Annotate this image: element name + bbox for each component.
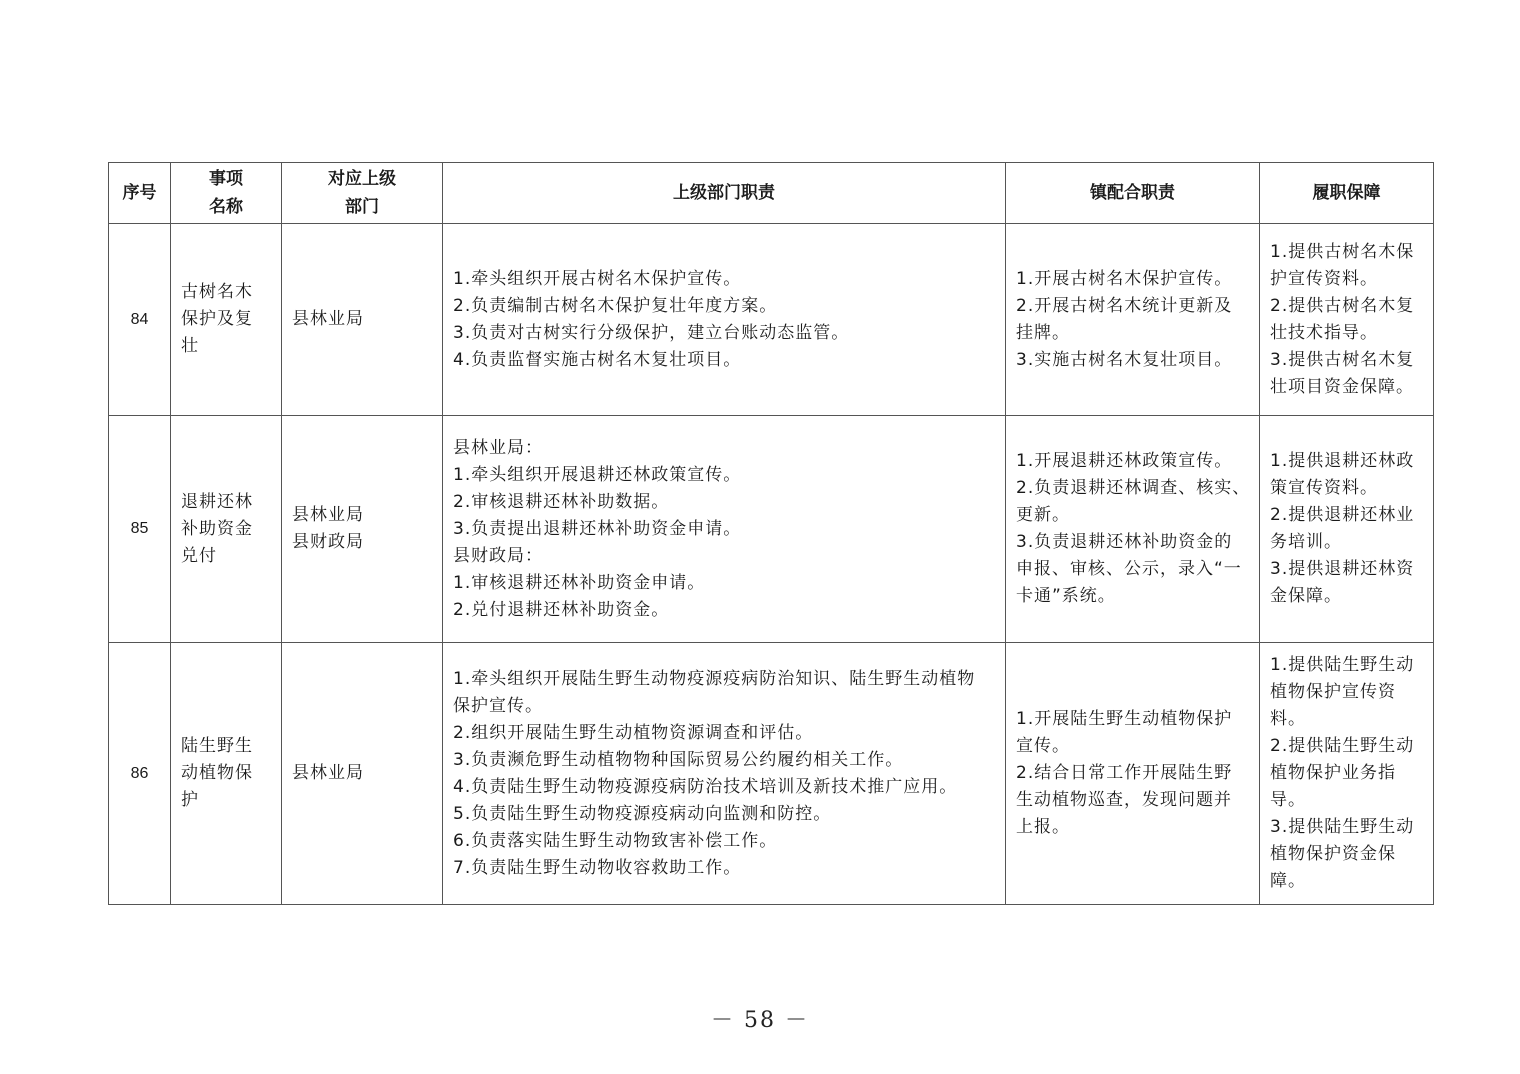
text-line: 5.负责陆生野生动物疫源疫病动向监测和防控。 — [453, 803, 832, 824]
text-line: 金保障。 — [1270, 586, 1342, 606]
text-line: 2.开展古树名木统计更新及 — [1016, 295, 1233, 316]
row-upper-duty — [443, 643, 1006, 905]
text-line: 护 — [181, 790, 199, 810]
text-line: 3.负责对古树实行分级保护，建立台账动态监管。 — [453, 322, 850, 343]
text-line: 动植物保 — [181, 763, 253, 783]
duty-table — [108, 162, 1434, 905]
text-line: 务培训。 — [1270, 532, 1342, 552]
text-line: 3.实施古树名木复壮项目。 — [1016, 349, 1233, 370]
text-line: 1.开展陆生野生动植物保护 — [1016, 709, 1233, 729]
text-line: 2.兑付退耕还林补助资金。 — [453, 599, 670, 620]
header-seq: 序号 — [109, 163, 171, 224]
text-line: 1.开展古树名木保护宣传。 — [1016, 268, 1233, 289]
text-line: 2.审核退耕还林补助数据。 — [453, 491, 670, 512]
text-line: 2.提供陆生野生动 — [1270, 736, 1415, 756]
text-line: 兑付 — [181, 545, 217, 566]
row-dept — [282, 224, 443, 416]
text-line: 3.负责退耕还林补助资金的 — [1016, 532, 1233, 552]
header-name — [171, 163, 282, 224]
header-name-line: 事项 — [209, 169, 243, 189]
row-seq: 86 — [109, 643, 171, 905]
text-line: 3.提供陆生野生动 — [1270, 817, 1415, 837]
text-line: 县林业局 — [292, 763, 364, 783]
text-line: 3.提供退耕还林资 — [1270, 559, 1415, 579]
row-item-name — [171, 224, 282, 416]
text-line: 2.组织开展陆生野生动植物资源调查和评估。 — [453, 722, 814, 743]
text-line: 7.负责陆生野生动物收容救助工作。 — [453, 857, 742, 878]
header-upper-duty: 上级部门职责 — [443, 163, 1006, 224]
text-line: 2.提供退耕还林业 — [1270, 505, 1415, 525]
row-guarantee — [1260, 643, 1434, 905]
table-row — [109, 643, 1434, 905]
text-line: 4.负责监督实施古树名木复壮项目。 — [453, 349, 742, 370]
row-item-name — [171, 643, 282, 905]
text-line: 策宣传资料。 — [1270, 478, 1378, 498]
header-dept-line: 对应上级 — [328, 169, 396, 189]
text-line: 1.提供陆生野生动 — [1270, 655, 1415, 675]
row-upper-duty — [443, 224, 1006, 416]
row-dept — [282, 416, 443, 643]
header-dept-line: 部门 — [345, 197, 379, 217]
text-line: 植物保护宣传资 — [1270, 682, 1396, 702]
text-line: 3.负责濒危野生动植物物种国际贸易公约履约相关工作。 — [453, 749, 904, 770]
text-line: 障。 — [1270, 871, 1306, 891]
text-line: 1.提供退耕还林政 — [1270, 451, 1415, 471]
text-line: 挂牌。 — [1016, 322, 1070, 343]
text-line: 3.提供古树名木复 — [1270, 349, 1415, 370]
text-line: 上报。 — [1016, 817, 1070, 837]
text-line: 申报、审核、公示，录入“一 — [1016, 559, 1242, 579]
header-row — [109, 163, 1434, 224]
text-line: 退耕还林 — [181, 491, 253, 512]
text-line: 古树名木 — [181, 282, 253, 302]
text-line: 县财政局 — [292, 532, 364, 552]
text-line: 1.提供古树名木保 — [1270, 241, 1415, 262]
text-line: 导。 — [1270, 790, 1306, 810]
text-line: 补助资金 — [181, 518, 253, 539]
text-line: 1.牵头组织开展退耕还林政策宣传。 — [453, 464, 742, 485]
row-dept — [282, 643, 443, 905]
text-line: 宣传。 — [1016, 736, 1070, 756]
text-line: 1.开展退耕还林政策宣传。 — [1016, 451, 1233, 471]
row-seq: 85 — [109, 416, 171, 643]
row-guarantee — [1260, 416, 1434, 643]
header-dept — [282, 163, 443, 224]
text-line: 县林业局 — [292, 309, 364, 329]
header-name-line: 名称 — [209, 197, 243, 217]
text-line: 2.提供古树名木复 — [1270, 295, 1415, 316]
text-line: 保护及复 — [181, 309, 253, 329]
text-line: 2.负责退耕还林调查、核实、 — [1016, 478, 1251, 498]
text-line: 壮项目资金保障。 — [1270, 376, 1414, 397]
text-line: 陆生野生 — [181, 736, 253, 756]
row-town-duty — [1006, 224, 1260, 416]
text-line: 植物保护资金保 — [1270, 844, 1396, 864]
page-number: － 58 － — [711, 1008, 809, 1033]
text-line: 生动植物巡查，发现问题并 — [1016, 790, 1232, 810]
header-town-duty: 镇配合职责 — [1006, 163, 1260, 224]
text-line: 4.负责陆生野生动物疫源疫病防治技术培训及新技术推广应用。 — [453, 776, 958, 797]
text-line: 县林业局： — [453, 437, 543, 458]
text-line: 护宣传资料。 — [1270, 268, 1378, 289]
text-line: 县林业局 — [292, 505, 364, 525]
text-line: 1.审核退耕还林补助资金申请。 — [453, 572, 706, 593]
text-line: 更新。 — [1016, 505, 1070, 525]
row-guarantee — [1260, 224, 1434, 416]
table-row — [109, 224, 1434, 416]
row-upper-duty — [443, 416, 1006, 643]
text-line: 保护宣传。 — [453, 695, 543, 716]
row-seq: 84 — [109, 224, 171, 416]
text-line: 壮 — [181, 336, 199, 356]
text-line: 6.负责落实陆生野生动物致害补偿工作。 — [453, 830, 778, 851]
text-line: 1.牵头组织开展陆生野生动物疫源疫病防治知识、陆生野生动植物 — [453, 668, 976, 689]
text-line: 植物保护业务指 — [1270, 763, 1396, 783]
text-line: 2.结合日常工作开展陆生野 — [1016, 763, 1233, 783]
table-row — [109, 416, 1434, 643]
row-item-name — [171, 416, 282, 643]
text-line: 3.负责提出退耕还林补助资金申请。 — [453, 518, 742, 539]
text-line: 县财政局： — [453, 545, 543, 566]
header-guarantee: 履职保障 — [1260, 163, 1434, 224]
text-line: 2.负责编制古树名木保护复壮年度方案。 — [453, 295, 778, 316]
row-town-duty — [1006, 643, 1260, 905]
text-line: 卡通”系统。 — [1016, 586, 1116, 606]
text-line: 料。 — [1270, 709, 1306, 729]
text-line: 1.牵头组织开展古树名木保护宣传。 — [453, 268, 742, 289]
text-line: 壮技术指导。 — [1270, 322, 1378, 343]
row-town-duty — [1006, 416, 1260, 643]
